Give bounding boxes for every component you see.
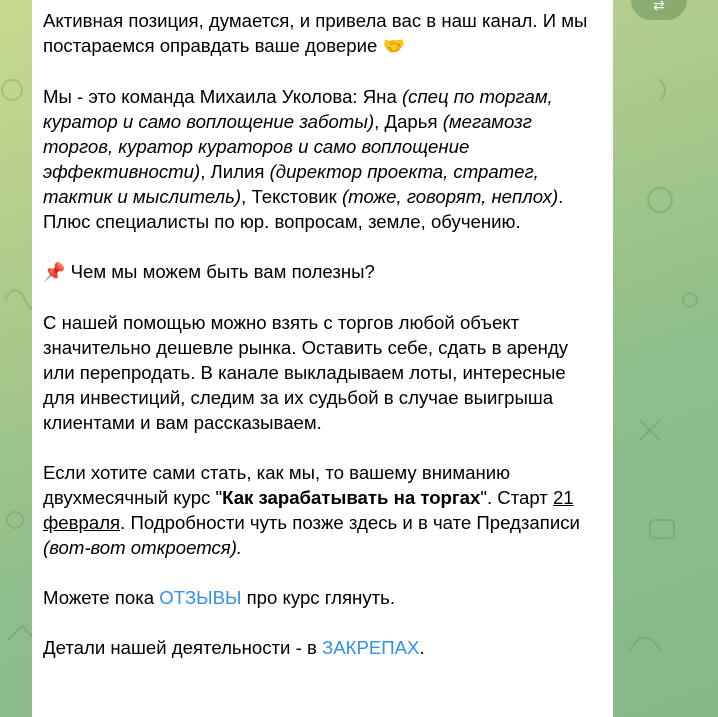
- course-title: Как зарабатывать на торгах: [222, 487, 481, 508]
- start-date: 21 февраля: [43, 487, 574, 533]
- paragraph-benefits: С нашей помощью можно взять с торгов любой объект значительно дешевле рынка. Оставить себе, сдать в аренду или перепродать. В канале выкладываем лоты, интересные для инвестиций, следим за их судьбой в случае выигрыша клиентами и вам рассказываем.: [43, 312, 569, 433]
- message-bubble: [32, 0, 613, 717]
- paragraph-question: 📌 Чем мы можем быть вам полезны?: [43, 261, 375, 282]
- paragraph-pinned: Детали нашей деятельности - в ЗАКРЕПАХ.: [43, 637, 425, 658]
- share-button[interactable]: [631, 0, 687, 20]
- paragraph-intro: Активная позиция, думается, и привела вас в наш канал. И мы постараемся оправдать ваше доверие 🤝: [43, 10, 588, 56]
- paragraph-team: Мы - это команда Михаила Уколова: Яна (спец по торгам, куратор и само воплощение заботы), Дарья (мегамозг торгов, куратор кураторов и само воплощение эффективности), Лилия (директор проекта, стратег, тактик и мыслитель), Текстовик (тоже, говорят, неплох). Плюс специалисты по юр. вопросам, земле, обучению.: [43, 86, 564, 232]
- pushpin-emoji-icon: 📌: [43, 262, 66, 282]
- reviews-link[interactable]: ОТЗЫВЫ: [159, 587, 242, 608]
- share-icon: ⇄: [653, 0, 665, 13]
- handshake-emoji-icon: 🤝: [382, 36, 405, 56]
- pinned-link[interactable]: ЗАКРЕПАХ: [322, 637, 420, 658]
- paragraph-reviews: Можете пока ОТЗЫВЫ про курс глянуть.: [43, 587, 395, 608]
- paragraph-course: Если хотите сами стать, как мы, то вашему вниманию двухмесячный курс "Как зарабатывать на торгах". Старт 21 февраля. Подробности чуть позже здесь и в чате Предзаписи (вот-вот откроется).: [43, 462, 580, 558]
